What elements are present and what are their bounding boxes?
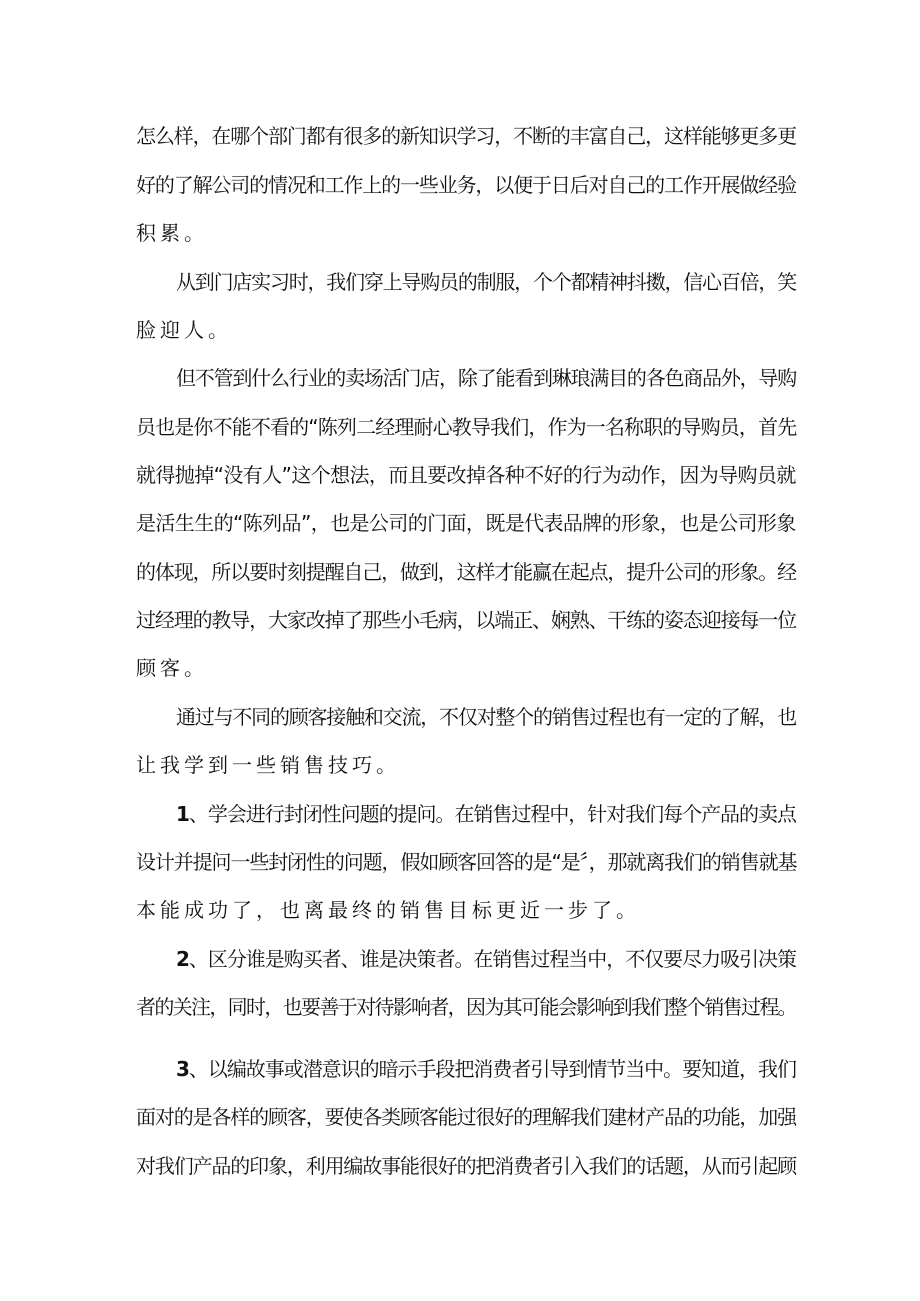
paragraph-3-line-3: 就得抛掉“没有人”这个想法，而且要改掉各种不好的行为动作，因为导购员就 (136, 463, 796, 487)
list-text: 、区分谁是购买者、谁是决策者。在销售过程当中，不仅要尽力吸引决策 (188, 947, 796, 971)
paragraph-3-line-4: 是活生生的“陈列品”，也是公司的门面，既是代表品牌的形象，也是公司形象 (136, 511, 796, 535)
paragraph-3-line-6: 过经理的教导，大家改掉了那些小毛病，以端正、娴熟、干练的姿态迎接每一位 (136, 608, 796, 632)
paragraph-2-line-1: 从到门店实习时，我们穿上导购员的制服，个个都精神抖擞，信心百倍，笑 (176, 270, 796, 294)
paragraph-4-line-2: 让我学到一些销售技巧。 (136, 753, 400, 777)
paragraph-5-line-3: 本能成功了，也离最终的销售目标更近一步了。 (136, 898, 640, 922)
paragraph-1-line-2: 好的了解公司的情况和工作上的一些业务，以便于日后对自己的工作开展做经验 (136, 173, 796, 197)
paragraph-7-line-1 (176, 1055, 796, 1083)
paragraph-2-line-2: 脸迎人。 (136, 318, 232, 342)
list-text: 、以编故事或潜意识的暗示手段把消费者引导到情节当中。要知道，我们 (188, 1057, 796, 1081)
paragraph-3-line-2: 员也是你不能不看的“陈列二经理耐心教导我们，作为一名称职的导购员，首先 (136, 415, 797, 439)
paragraph-7-line-2: 面对的是各样的顾客，要使各类顾客能过很好的理解我们建材产品的功能，加强 (136, 1105, 796, 1129)
paragraph-3-line-5: 的体现，所以要时刻提醒自己，做到，这样才能赢在起点，提升公司的形象。经 (136, 560, 796, 584)
paragraph-1-line-3: 积累。 (136, 221, 208, 245)
paragraph-3-line-7: 顾客。 (136, 656, 208, 680)
list-number: 3 (176, 1057, 189, 1081)
paragraph-5-line-2: 设计并提问一些封闭性的问题，假如顾客回答的是“是〞，那就离我们的销售就基 (136, 850, 797, 874)
paragraph-7-line-3: 对我们产品的印象，利用编故事能很好的把消费者引入我们的话题，从而引起顾 (136, 1154, 796, 1178)
paragraph-6-line-1 (176, 945, 796, 973)
list-number: 2 (176, 947, 189, 971)
list-number: 1 (176, 802, 189, 826)
paragraph-4-line-1: 通过与不同的顾客接触和交流，不仅对整个的销售过程也有一定的了解，也 (176, 705, 796, 729)
paragraph-5-line-1 (176, 800, 796, 828)
list-text: 、学会进行封闭性问题的提问。在销售过程中，针对我们每个产品的卖点 (188, 802, 796, 826)
paragraph-1-line-1: 怎么样，在哪个部门都有很多的新知识学习，不断的丰富自己，这样能够更多更 (136, 124, 796, 148)
paragraph-6-line-2: 者的关注，同时，也要善于对待影响者，因为其可能会影响到我们整个销售过程。 (136, 995, 796, 1019)
paragraph-3-line-1: 但不管到什么行业的卖场活门店，除了能看到琳琅满目的各色商品外，导购 (176, 366, 796, 390)
